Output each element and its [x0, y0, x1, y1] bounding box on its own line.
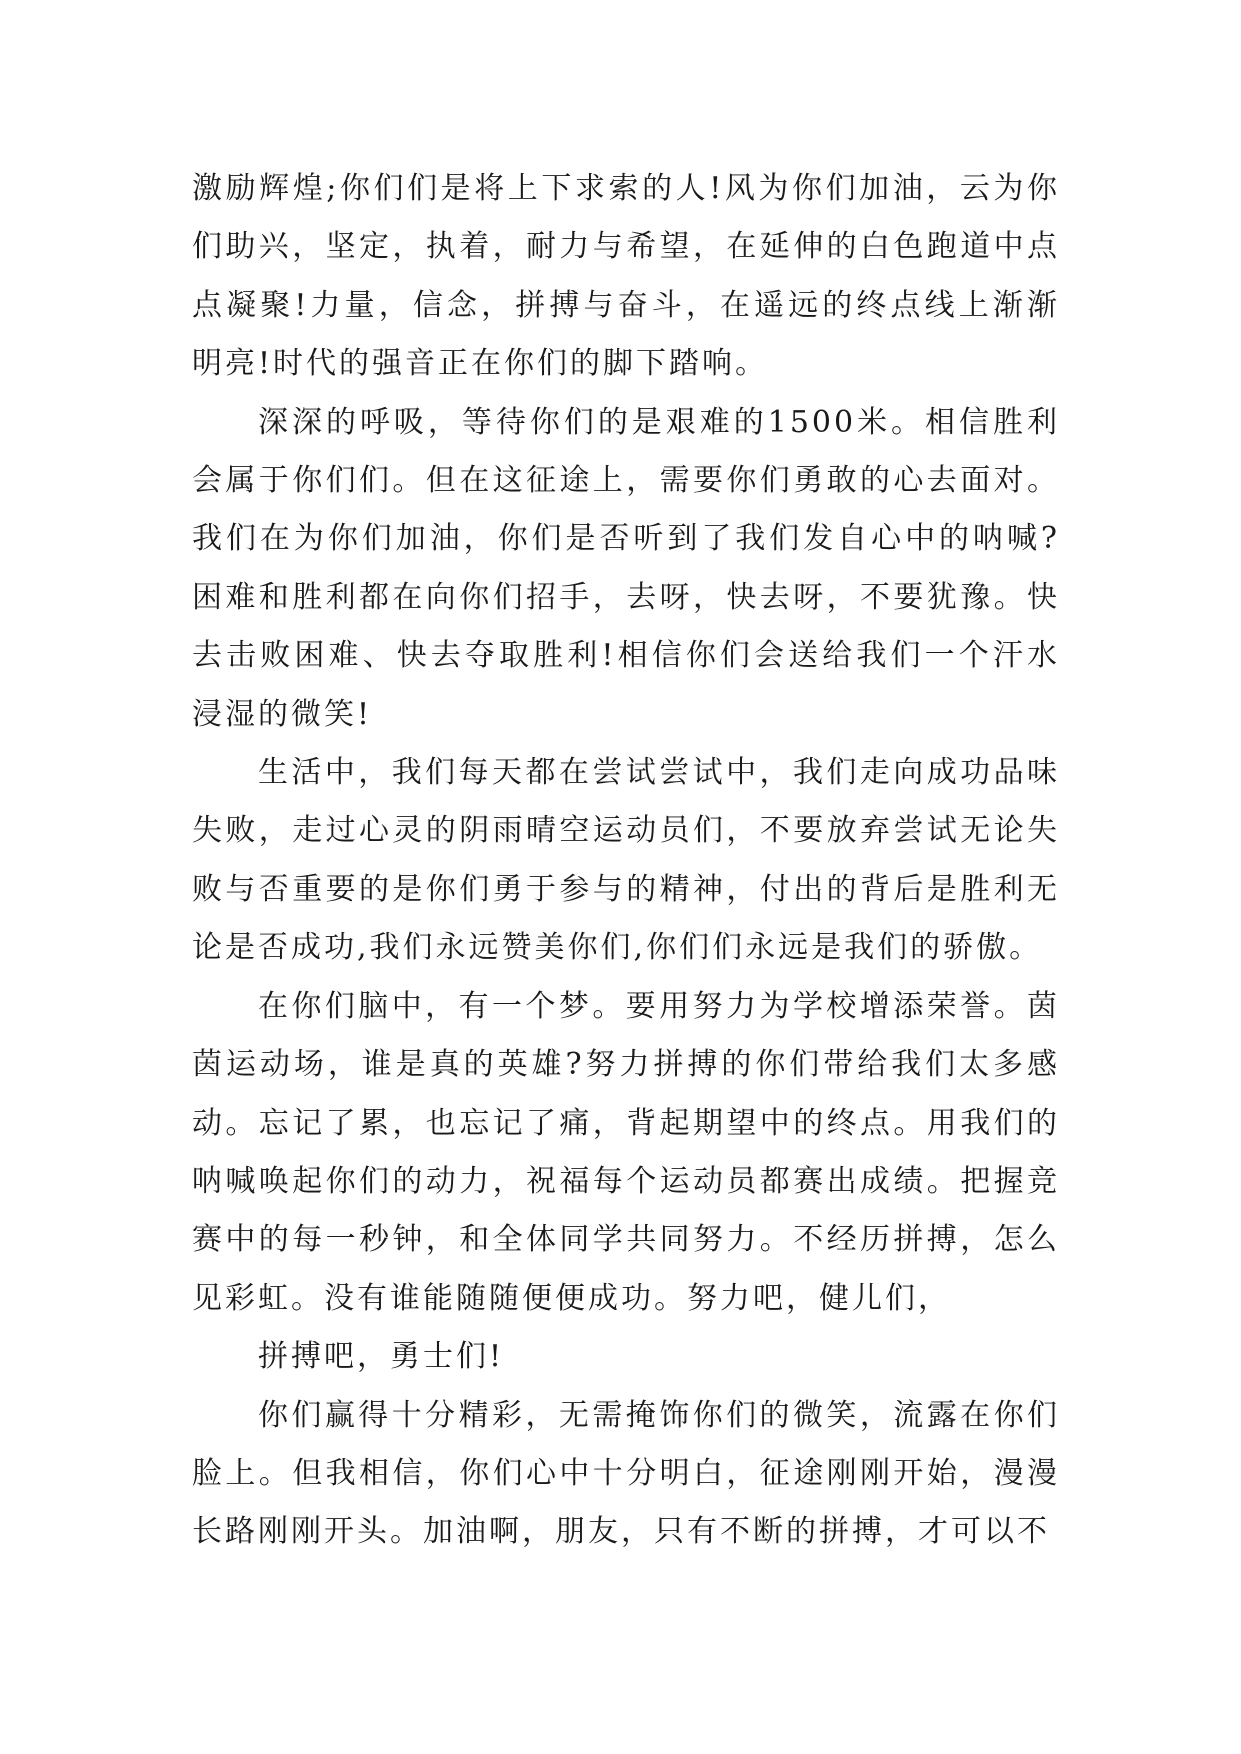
body-text: [192, 160, 1060, 1562]
paragraph-6: 你们赢得十分精彩，无需掩饰你们的微笑，流露在你们脸上。但我相信，你们心中十分明白，征途刚刚开始，漫漫长路刚刚开头。加油啊，朋友，只有不断的拼搏，才可以不: [192, 1397, 1060, 1550]
paragraph-2: 深深的呼吸，等待你们的是艰难的1500米。相信胜利会属于你们们。但在这征途上，需要你们勇敢的心去面对。我们在为你们加油，你们是否听到了我们发自心中的呐喊?困难和胜利都在向你们招手，去呀，快去呀，不要犹豫。快去击败困难、快去夺取胜利!相信你们会送给我们一个汗水浸湿的微笑!: [192, 404, 1060, 732]
paragraph-5: 拼搏吧，勇士们!: [258, 1339, 505, 1375]
paragraph-1: 激励辉煌;你们们是将上下求索的人!风为你们加油，云为你们助兴，坚定，执着，耐力与希望，在延伸的白色跑道中点点凝聚!力量，信念，拼搏与奋斗，在遥远的终点线上渐渐明亮!时代的强音正在你们的脚下踏响。: [192, 171, 1060, 382]
paragraph-3: 生活中，我们每天都在尝试尝试中，我们走向成功品味失败，走过心灵的阴雨晴空运动员们，不要放弃尝试无论失败与否重要的是你们勇于参与的精神，付出的背后是胜利无论是否成功,我们永远赞美你们,你们们永远是我们的骄傲。: [192, 755, 1060, 966]
paragraph-4: 在你们脑中，有一个梦。要用努力为学校增添荣誉。茵茵运动场，谁是真的英雄?努力拼搏的你们带给我们太多感动。忘记了累，也忘记了痛，背起期望中的终点。用我们的呐喊唤起你们的动力，祝福每个运动员都赛出成绩。把握竞赛中的每一秒钟，和全体同学共同努力。不经历拼搏，怎么见彩虹。没有谁能随随便便成功。努力吧，健儿们，: [192, 988, 1060, 1316]
